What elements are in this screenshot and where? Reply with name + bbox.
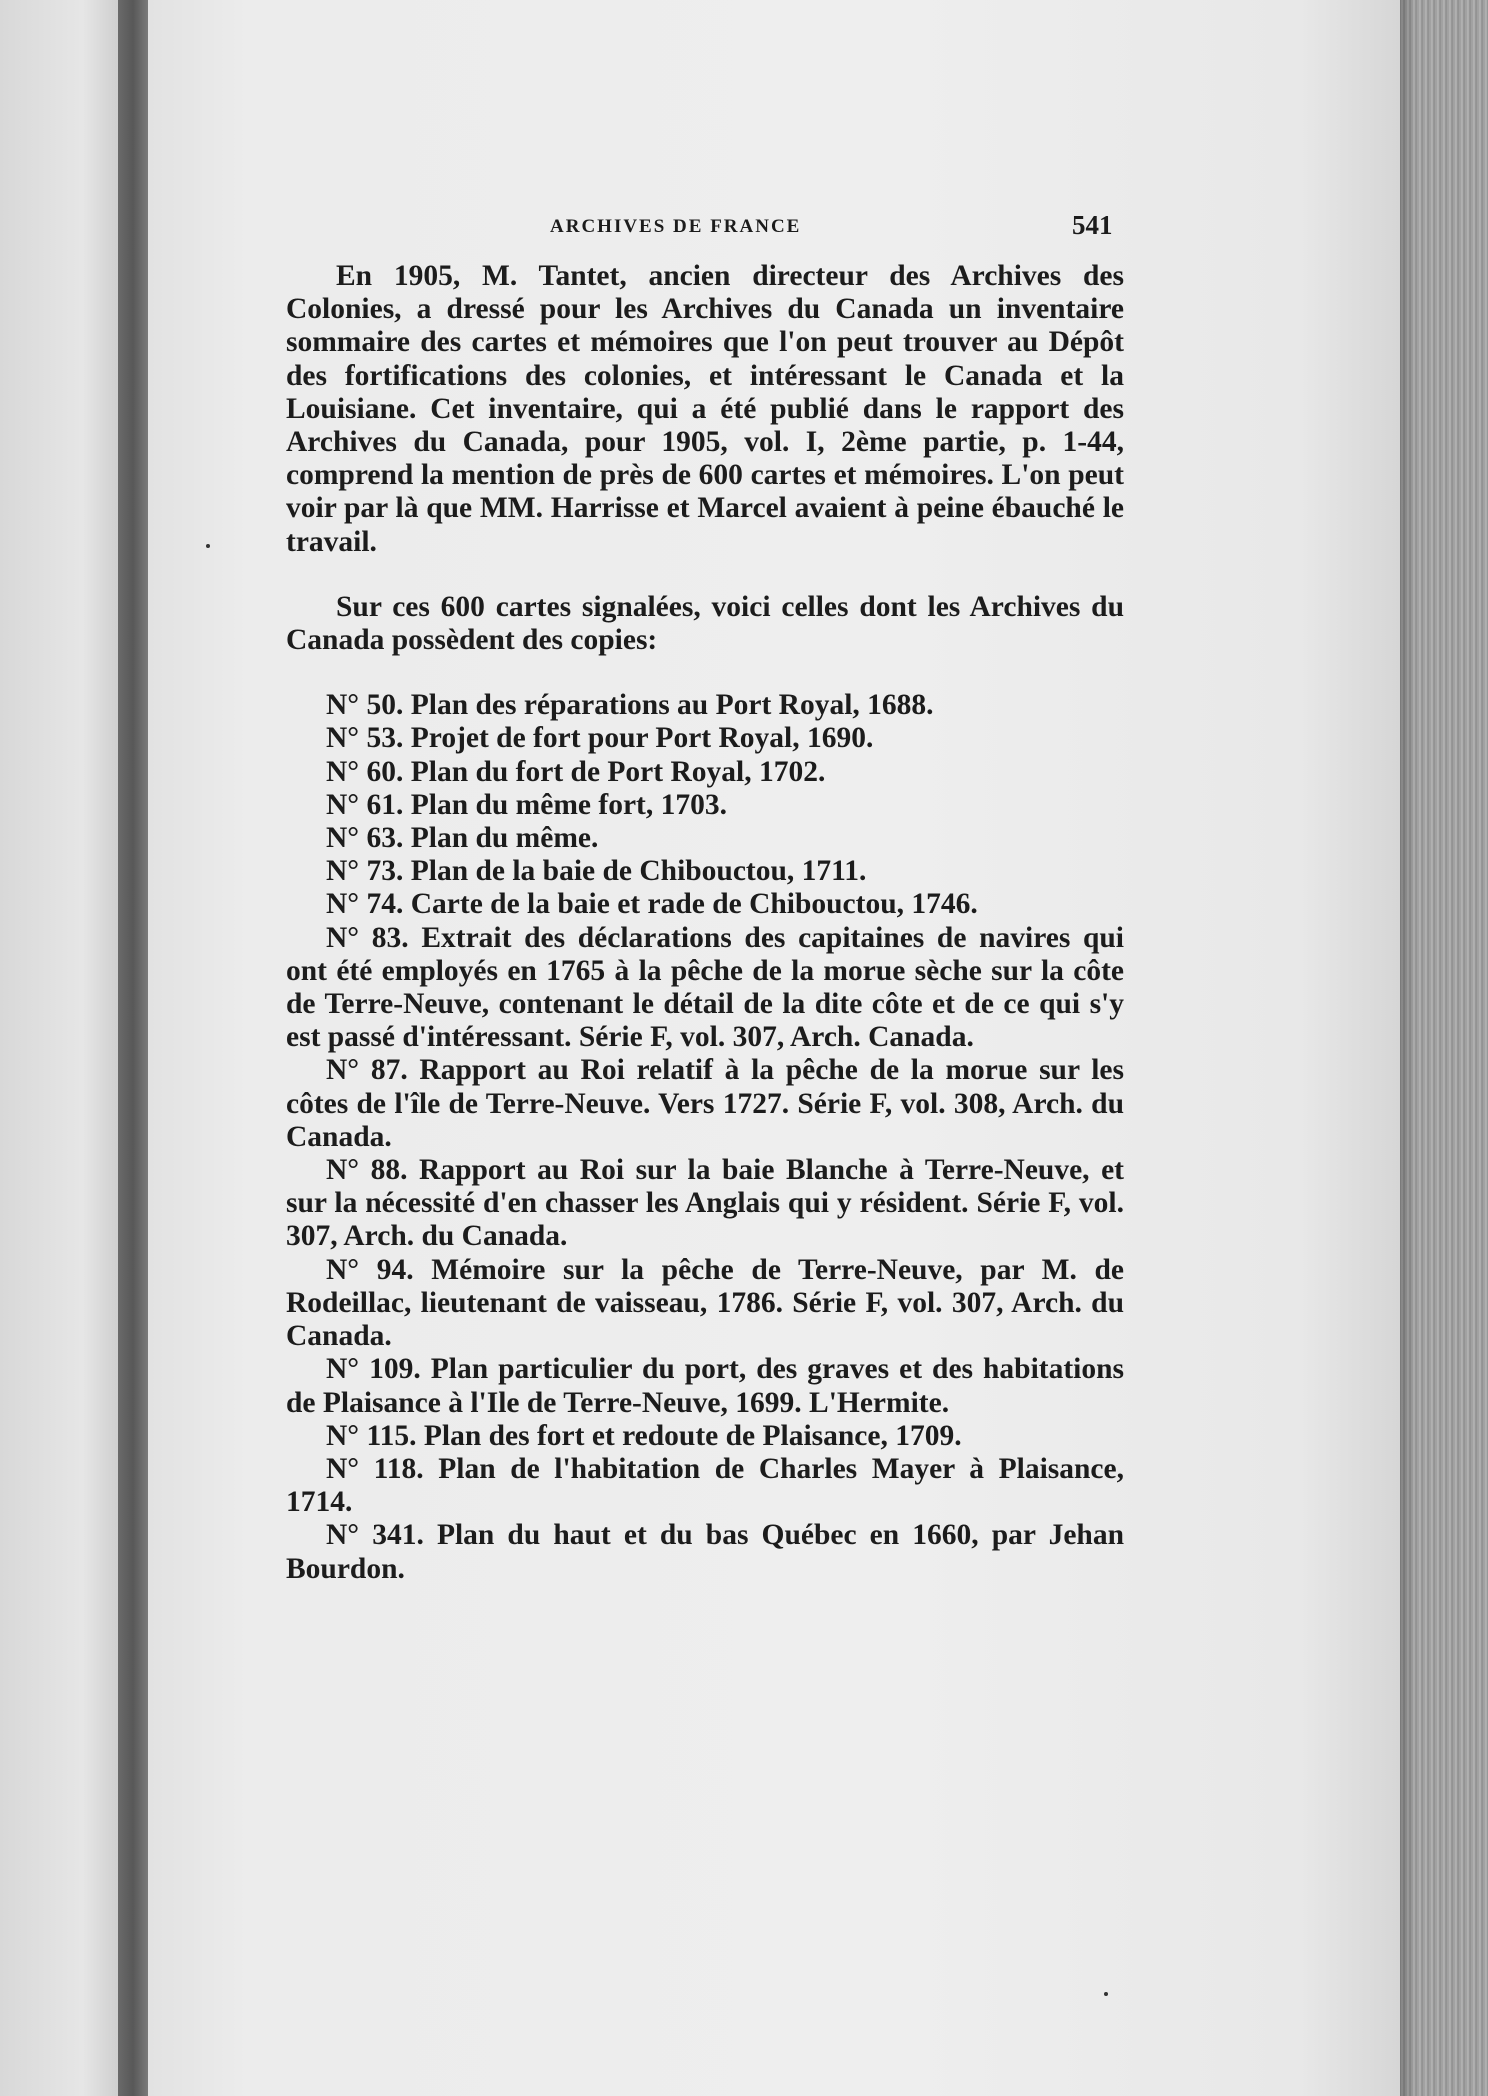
entry-text: Plan des fort et redoute de Plaisance, 1709. (423, 1419, 962, 1452)
entry-text: Rapport au Roi relatif à la pêche de la morue sur les côtes de l'île de Terre-Neuve. Vers 1727. Série F, vol. 308, Arch. du Canada. (286, 1054, 1125, 1153)
map-entry (286, 1154, 1124, 1254)
entry-text: Plan du même. (410, 822, 599, 855)
entry-text: Plan du même fort, 1703. (410, 788, 727, 821)
entry-text: Extrait des déclarations des capitaines de navires qui ont été employés en 1765 à la pêche de la morue sèche sur la côte de Terre-Neuve, contenant le détail de la dite côte et de ce qui s'y est passé d'intéressant. Série F, vol. 307, Arch. Canada. (286, 921, 1124, 1054)
map-entry (286, 888, 1124, 921)
entry-text: Plan de l'habitation de Charles Mayer à Plaisance, 1714. (286, 1452, 1124, 1519)
map-entry (286, 1054, 1124, 1154)
map-entry (286, 756, 1124, 789)
page-edges-shadow (1400, 0, 1416, 2096)
entry-number: N° 50. (326, 689, 404, 722)
entry-number: N° 53. (326, 722, 404, 755)
entry-number: N° 341. (326, 1519, 424, 1552)
binding-gutter (118, 0, 148, 2096)
entry-number: N° 61. (326, 788, 404, 821)
intro-paragraph: En 1905, M. Tantet, ancien directeur des Archives des Colonies, a dressé pour les Archives du Canada un inventaire sommaire des cartes et mémoires que l'on peut trouver au Dépôt des fortifications des colonies, et intéressant le Canada et la Louisiane. Cet inventaire, qui a été publié dans le rapport des Archives du Canada, pour 1905, vol. I, 2ème partie, p. 1-44, comprend la mention de près de 600 cartes et mémoires. L'on peut voir par là que MM. Harrisse et Marcel avaient à peine ébauché le travail. (286, 260, 1124, 558)
entry-text: Mémoire sur la pêche de Terre-Neuve, par M. de Rodeillac, lieutenant de vaisseau, 1786. Série F, vol. 307, Arch. du Canada. (286, 1253, 1125, 1353)
entry-number: N° 83. (326, 921, 409, 954)
entry-number: N° 88. (326, 1154, 408, 1187)
running-head: ARCHIVES DE FRANCE (550, 216, 802, 237)
map-entry (286, 1353, 1124, 1419)
entry-number: N° 94. (326, 1253, 414, 1286)
entry-text: Plan du fort de Port Royal, 1702. (410, 755, 826, 788)
entry-number: N° 118. (326, 1452, 424, 1485)
map-entry (286, 1453, 1124, 1519)
lead-paragraph: Sur ces 600 cartes signalées, voici celles dont les Archives du Canada possèdent des copies: (286, 590, 1124, 657)
map-entry (286, 922, 1124, 1055)
entry-number: N° 73. (326, 855, 404, 888)
scan-speck (206, 544, 210, 548)
map-entry (286, 855, 1124, 888)
entry-number: N° 109. (326, 1353, 421, 1386)
page-number: 541 (1072, 210, 1113, 240)
entry-number: N° 87. (326, 1054, 408, 1087)
entry-number: N° 115. (326, 1419, 417, 1452)
page-body (286, 260, 1124, 1586)
entry-number: N° 63. (326, 822, 404, 855)
entry-text: Rapport au Roi sur la baie Blanche à Terre-Neuve, et sur la nécessité d'en chasser les Anglais qui y résident. Série F, vol. 307, Arch. du Canada. (286, 1154, 1124, 1253)
map-entry (286, 822, 1124, 855)
map-entry-list (286, 689, 1124, 1585)
map-entry (286, 1420, 1124, 1453)
map-entry (286, 722, 1124, 755)
entry-number: N° 74. (326, 888, 404, 921)
entry-text: Plan de la baie de Chibouctou, 1711. (410, 855, 867, 888)
entry-text: Projet de fort pour Port Royal, 1690. (410, 722, 874, 755)
map-entry (286, 689, 1124, 722)
map-entry (286, 1254, 1124, 1354)
entry-text: Plan particulier du port, des graves et des habitations de Plaisance à l'Ile de Terre-Neuve, 1699. L'Hermite. (286, 1353, 1125, 1419)
entry-text: Plan du haut et du bas Québec en 1660, par Jehan Bourdon. (286, 1519, 1124, 1585)
map-entry (286, 789, 1124, 822)
entry-text: Plan des réparations au Port Royal, 1688. (410, 689, 934, 722)
entry-text: Carte de la baie et rade de Chibouctou, 1746. (410, 888, 978, 921)
scan-speck (1104, 1992, 1108, 1996)
entry-number: N° 60. (326, 755, 404, 788)
left-page-edge (0, 0, 118, 2096)
map-entry (286, 1519, 1124, 1585)
